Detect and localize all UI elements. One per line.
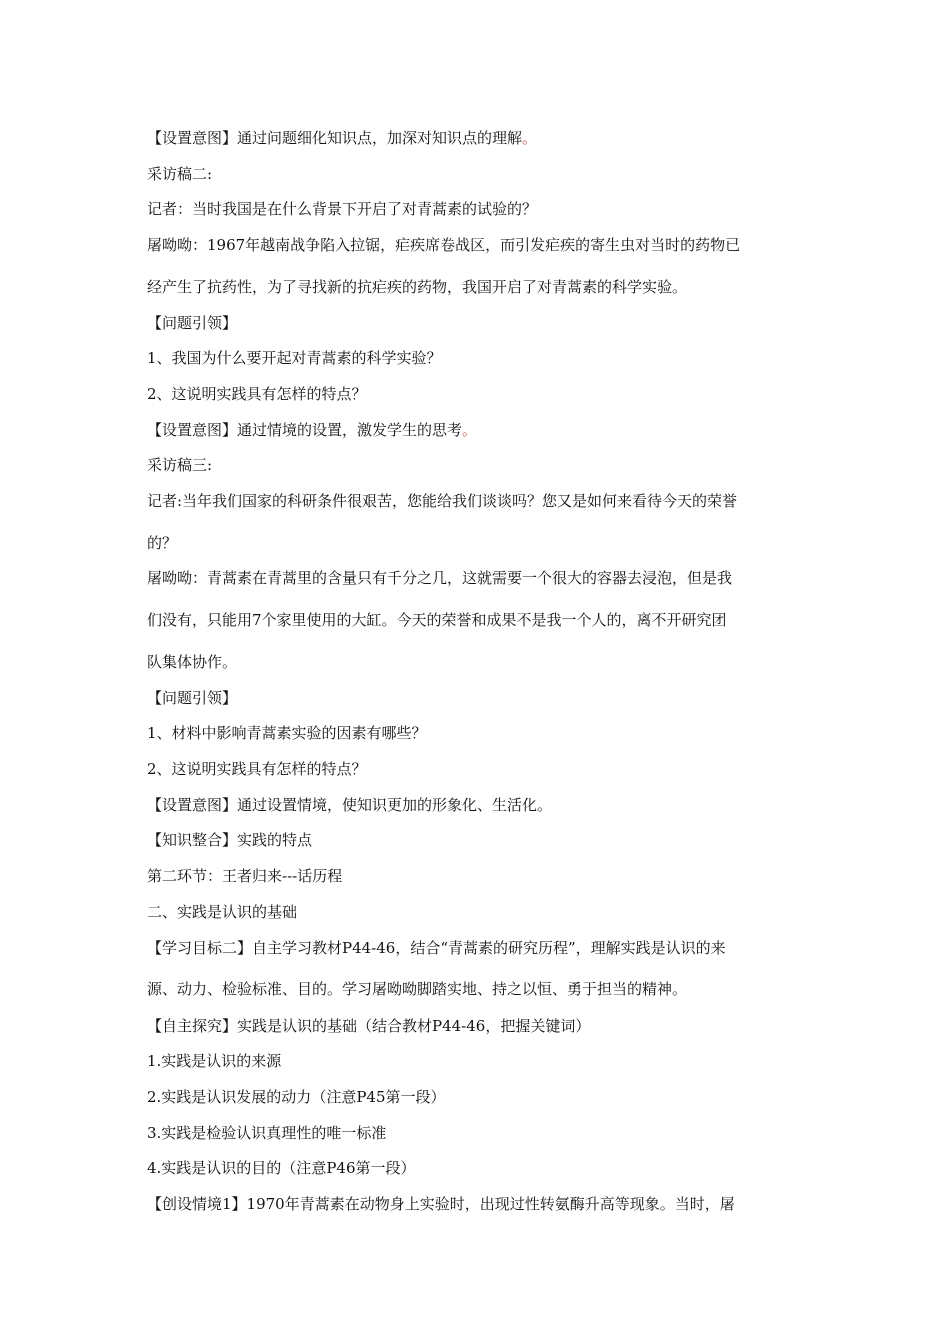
line-text: 采访稿三:: [147, 456, 213, 474]
line-text: 队集体协作。: [147, 653, 238, 671]
text-line: [147, 830, 812, 850]
line-text: 【设置意图】通过情境的设置，激发学生的思考: [147, 421, 463, 439]
line-text: 经产生了抗药性，为了寻找新的抗疟疾的药物，我国开启了对青蒿素的科学实验。: [147, 278, 688, 296]
text-line: [147, 938, 812, 958]
text-line: [147, 795, 812, 815]
text-line: [147, 1123, 812, 1143]
text-line: [147, 313, 812, 333]
text-line: [147, 348, 812, 368]
line-text: 屠呦呦：青蒿素在青蒿里的含量只有千分之几，这就需要一个很大的容器去浸泡，但是我: [147, 569, 733, 587]
text-line: [147, 723, 812, 743]
line-text: 1、我国为什么要开起对青蒿素的科学实验？: [147, 349, 442, 367]
text-line: [147, 759, 812, 779]
line-text: 1、材料中影响青蒿素实验的因素有哪些？: [147, 724, 427, 742]
line-text: 二、实践是认识的基础: [147, 903, 298, 921]
line-tail: 。: [522, 129, 538, 147]
line-text: 【设置意图】通过设置情境，使知识更加的形象化、生活化。: [147, 796, 553, 814]
text-line: [147, 491, 812, 511]
line-text: 1.实践是认识的来源: [147, 1052, 282, 1070]
text-line: [147, 455, 812, 475]
text-line: [147, 1087, 812, 1107]
line-text: 4.实践是认识的目的（注意P46第一段）: [147, 1159, 416, 1177]
line-text: 们没有，只能用7个家里使用的大缸。今天的荣誉和成果不是我一个人的，离不开研究团: [147, 611, 727, 629]
text-line: [147, 1051, 812, 1071]
line-text: 源、动力、检验标准、目的。学习屠呦呦脚踏实地、持之以恒、勇于担当的精神。: [147, 980, 688, 998]
line-text: 【知识整合】实践的特点: [147, 831, 313, 849]
text-line: [147, 128, 812, 148]
text-line: [147, 902, 812, 922]
line-text: 【设置意图】通过问题细化知识点，加深对知识点的理解: [147, 129, 523, 147]
line-text: 3.实践是检验认识真理性的唯一标准: [147, 1124, 387, 1142]
line-text: 【问题引领】: [147, 314, 238, 332]
text-line: [147, 420, 812, 440]
line-text: 采访稿二:: [147, 165, 213, 183]
text-line: [147, 384, 812, 404]
text-line: [147, 199, 812, 219]
text-line: [147, 979, 812, 999]
line-text: 第二环节：王者归来---话历程: [147, 867, 343, 885]
line-text: 记者：当时我国是在什么背景下开启了对青蒿素的试验的？: [147, 200, 538, 218]
line-text: 屠呦呦：1967年越南战争陷入拉锯，疟疾席卷战区，而引发疟疾的寄生虫对当时的药物已: [147, 236, 741, 254]
text-line: [147, 277, 812, 297]
text-line: [147, 866, 812, 886]
line-text: 【自主探究】实践是认识的基础（结合教材P44-46，把握关键词）: [147, 1017, 591, 1035]
text-line: [147, 1158, 812, 1178]
text-line: [147, 164, 812, 184]
text-line: [147, 610, 812, 630]
line-text: 【问题引领】: [147, 689, 238, 707]
line-text: 的？: [147, 534, 178, 552]
text-line: [147, 568, 812, 588]
text-line: [147, 688, 812, 708]
line-text: 【创设情境1】1970年青蒿素在动物身上实验时，出现过性转氨酶升高等现象。当时，屠: [147, 1195, 735, 1213]
line-tail: 。: [462, 421, 478, 439]
text-line: [147, 1194, 812, 1214]
line-text: 2、这说明实践具有怎样的特点？: [147, 760, 367, 778]
line-text: 记者:当年我们国家的科研条件很艰苦，您能给我们谈谈吗？您又是如何来看待今天的荣誉: [147, 492, 738, 510]
text-line: [147, 235, 812, 255]
line-text: 【学习目标二】自主学习教材P44-46，结合“青蒿素的研究历程”，理解实践是认识的来: [147, 939, 726, 957]
text-line: [147, 533, 812, 553]
text-line: [147, 1016, 812, 1036]
line-text: 2、这说明实践具有怎样的特点？: [147, 385, 367, 403]
line-text: 2.实践是认识发展的动力（注意P45第一段）: [147, 1088, 446, 1106]
text-line: [147, 652, 812, 672]
